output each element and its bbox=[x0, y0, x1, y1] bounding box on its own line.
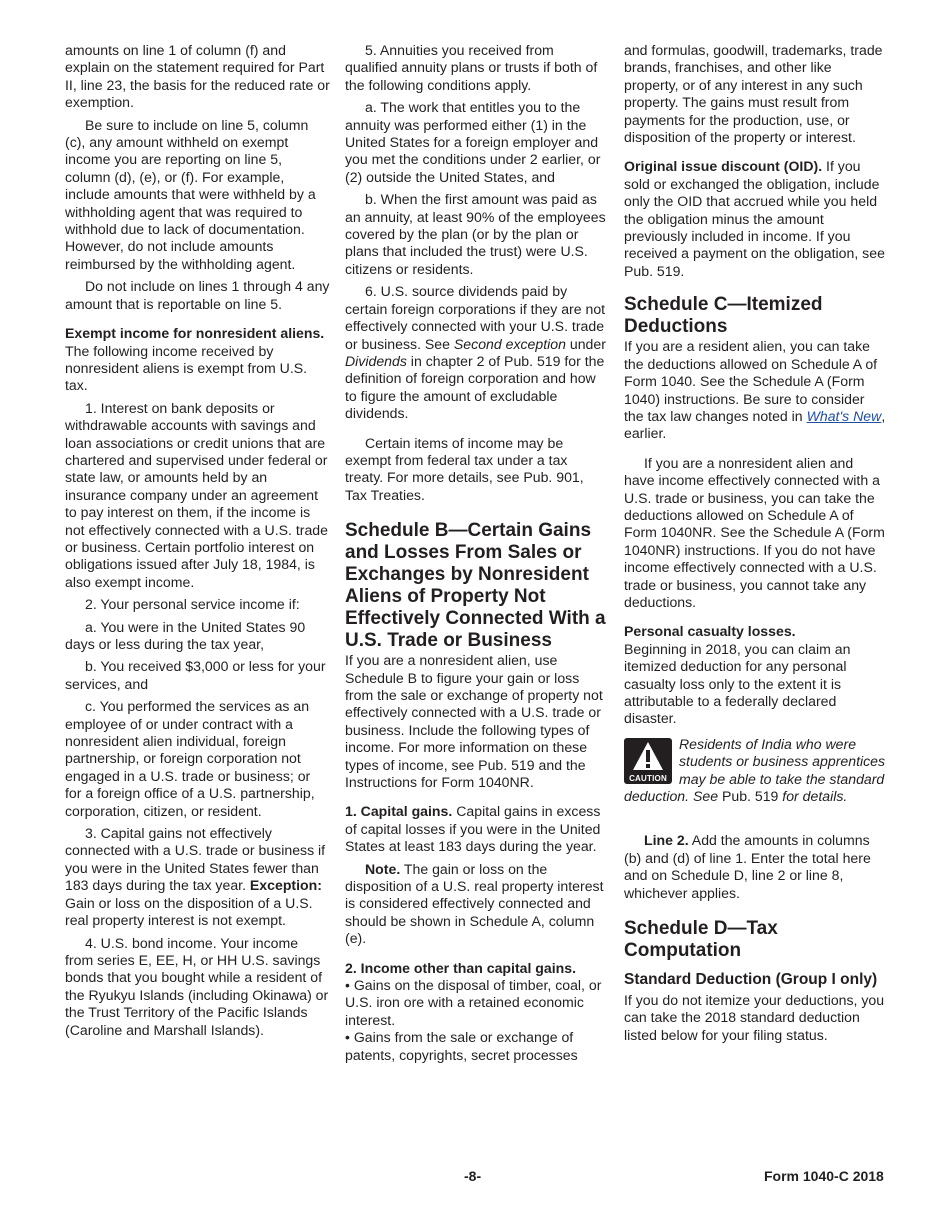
run-in-label: Exception: bbox=[249, 877, 322, 894]
list-item bbox=[345, 283, 607, 422]
run-in-heading: 1. Capital gains. bbox=[345, 803, 453, 820]
list-item: b. When the first amount was paid as an annuity, at least 90% of the employees covered by the plan (or by the plan or plans that included the trust) were U.S. citizens or residents. bbox=[345, 191, 606, 277]
paragraph-text: 6. U.S. source dividends paid by certain foreign corporations if they are not effectively connected with your U.S. trade or business. See bbox=[345, 283, 606, 352]
paragraph-text: under bbox=[565, 335, 606, 352]
column-3 bbox=[624, 42, 886, 1049]
note-paragraph bbox=[345, 861, 607, 948]
italic-text: Residents of India who were students or business apprentices may be able to take the standard deduction. See bbox=[624, 735, 886, 805]
whats-new-link[interactable]: What's New bbox=[806, 407, 882, 424]
caution-icon bbox=[624, 738, 672, 784]
column-2 bbox=[345, 42, 607, 1069]
paragraph-text: The gain or loss on the disposition of a U.S. real property interest is considered effectively connected and should be shown in Schedule A, column (e). bbox=[345, 860, 604, 947]
oid-paragraph bbox=[624, 158, 886, 280]
paragraph-text: 3. Capital gains not effectively connected with a U.S. trade or business if you were in the United States fewer than 183 days during the tax year. bbox=[65, 825, 326, 894]
capital-gains-paragraph bbox=[345, 803, 607, 855]
bullet-item: • Gains on the disposal of timber, coal, or U.S. iron ore with a retained economic interest. bbox=[345, 977, 602, 1028]
list-item: a. You were in the United States 90 days or less during the tax year, bbox=[65, 618, 306, 652]
subheading: 2. Income other than capital gains. bbox=[345, 959, 577, 976]
run-in-label: Line 2. bbox=[644, 832, 689, 849]
paragraph: Certain items of income may be exempt from federal tax under a tax treaty. For more details, see Pub. 901, Tax Treaties. bbox=[345, 434, 584, 503]
exempt-income-paragraph bbox=[65, 325, 330, 395]
paragraph-text: The following income received by nonresident aliens is exempt from U.S. tax. bbox=[65, 342, 308, 394]
form-name: Form 1040-C 2018 bbox=[764, 1168, 884, 1184]
paragraph: Be sure to include on line 5, column (c), any amount withheld on exempt income you are reporting on line 5, column (d), (e), or (f). For example, include amounts that were withheld by a withholding agent that was required to withhold due to lack of documentation. However, do not include amounts reimbursed by the withholding agent. bbox=[65, 116, 316, 272]
line-2-paragraph bbox=[624, 832, 886, 902]
caution-note bbox=[624, 736, 886, 811]
run-in-heading bbox=[624, 623, 886, 640]
subheading: Personal casualty losses. bbox=[624, 623, 796, 640]
paragraph-text: Gain or loss on the disposition of a U.S. real property interest is not exempt. bbox=[65, 894, 313, 929]
italic-text: for details. bbox=[778, 788, 848, 805]
list-item: a. The work that entitles you to the annuity was performed either (1) in the United States for a foreign employer and you met the conditions under 2 earlier, or (2) outside the United States, and bbox=[345, 99, 601, 185]
italic-reference: Dividends bbox=[345, 352, 407, 369]
section-heading-schedule-b: Schedule B—Certain Gains and Losses From Sales or Exchanges by Nonresident Aliens of Property Not Effectively Connected With a U.S. Trade or Business bbox=[345, 520, 606, 652]
caution-label: CAUTION bbox=[629, 773, 667, 783]
paragraph-text: If you sold or exchanged the obligation, include only the OID that accrued while you held the obligation minus the amount previously included in income. If you received a payment on the obligation, see Pub. 519. bbox=[624, 158, 885, 279]
paragraph-text: , earlier. bbox=[624, 407, 886, 442]
paragraph-text: in chapter 2 of Pub. 519 for the definition of foreign corporation and how to figure the amount of excludable dividends. bbox=[345, 352, 605, 422]
paragraph: amounts on line 1 of column (f) and explain on the statement required for Part II, line 23, the basis for the reduced rate or exemption. bbox=[65, 42, 330, 111]
list-item bbox=[65, 825, 330, 929]
section-heading-schedule-d: Schedule D—Tax Computation bbox=[624, 918, 778, 962]
paragraph-text: Pub. 519 bbox=[721, 788, 779, 805]
italic-reference: Second exception bbox=[453, 335, 566, 352]
paragraph: If you are a nonresident alien, use Schedule B to figure your gain or loss from the sale or exchange of property not effectively connected with a U.S. trade or business. Include the following types of income. For more information on these types of income, see Pub. 519 and the Instructions for Form 1040NR. bbox=[345, 652, 603, 790]
list-item: 4. U.S. bond income. Your income from series E, EE, H, or HH U.S. savings bonds that you bought while a resident of the Ryukyu Islands (including Okinawa) or the Trust Territory of the Pacific Islands (Caroline and Marshall Islands). bbox=[65, 934, 329, 1038]
run-in-heading bbox=[345, 960, 607, 977]
section-heading-schedule-c: Schedule C—Itemized Deductions bbox=[624, 294, 823, 338]
list-item: 1. Interest on bank deposits or withdrawable accounts with savings and loan associations or credit unions that are chartered and supervised under federal or state law, or amounts held by an insurance company under an agreement to pay interest on them, if the income is not effectively connected with a U.S. trade or business. Certain portfolio interest on obligations issued after July 18, 1984, is also exempt income. bbox=[65, 399, 328, 590]
column-1 bbox=[65, 42, 330, 1044]
list-item: b. You received $3,000 or less for your services, and bbox=[65, 658, 326, 692]
page-number: -8- bbox=[464, 1168, 482, 1184]
paragraph: and formulas, goodwill, trademarks, trade brands, franchises, and other like property, or of any interest in any such property. The gains must result from payments for the production, use, or disposition of the property or interest. bbox=[624, 42, 883, 146]
run-in-heading: Exempt income for nonresident aliens. bbox=[65, 325, 325, 342]
list-item: c. You performed the services as an employee of or under contract with a nonresident alien individual, foreign partnership, or foreign corporation not engaged in a U.S. trade or business; or for a foreign office of a U.S. partnership, corporation, citizen, or resident. bbox=[65, 698, 315, 819]
paragraph: If you are a nonresident alien and have income effectively connected with a U.S. trade or business, you can take the deductions allowed on Schedule A of Form 1040NR. See the Schedule A (Form 1040NR) instructions. If you do not have income effectively connected with a U.S. trade or business, you cannot take any deductions. bbox=[624, 454, 885, 610]
bullet-item: • Gains from the sale or exchange of patents, copyrights, secret processes bbox=[345, 1029, 578, 1063]
run-in-label: Note. bbox=[365, 860, 401, 877]
list-item: 5. Annuities you received from qualified annuity plans or trusts if both of the following conditions apply. bbox=[345, 42, 598, 93]
run-in-heading: Original issue discount (OID). bbox=[624, 158, 823, 175]
paragraph-text: Add the amounts in columns (b) and (d) of line 1. Enter the total here and on Schedule D, line 2 or line 8, whichever applies. bbox=[624, 832, 871, 901]
paragraph bbox=[624, 338, 886, 442]
paragraph: Beginning in 2018, you can claim an itemized deduction for any personal casualty loss only to the extent it is attributable to a federally declared disaster. bbox=[624, 640, 851, 727]
paragraph-text: If you are a resident alien, you can take the deductions allowed on Schedule A of Form 1040. See the Schedule A (Form 1040) instructions. Be sure to consider the tax law changes noted in bbox=[624, 338, 878, 424]
paragraph: If you do not itemize your deductions, you can take the 2018 standard deduction listed below for your filing status. bbox=[624, 992, 885, 1043]
list-item: 2. Your personal service income if: bbox=[85, 596, 300, 613]
paragraph-text: Capital gains in excess of capital losses if you were in the United States at least 183 days during the year. bbox=[345, 803, 601, 855]
paragraph: Do not include on lines 1 through 4 any amount that is reportable on line 5. bbox=[65, 278, 330, 312]
subheading-standard-deduction: Standard Deduction (Group I only) bbox=[624, 971, 878, 989]
